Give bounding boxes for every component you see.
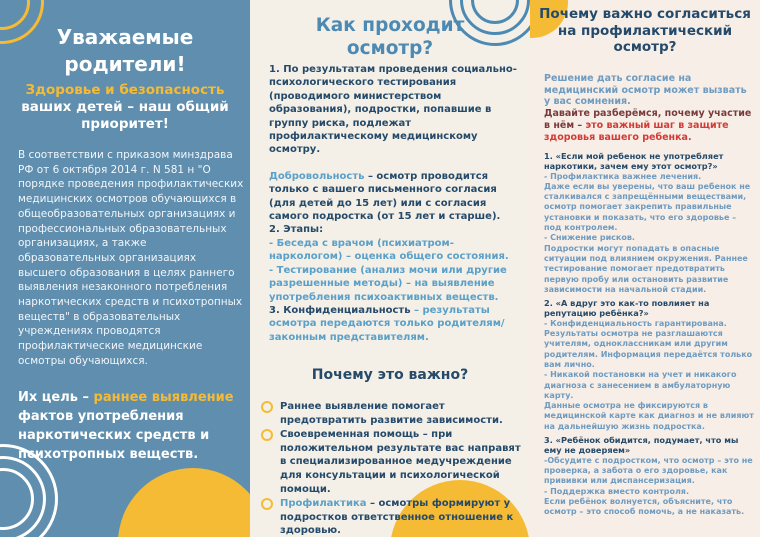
faq bbox=[544, 151, 756, 520]
faq-item: 2. «А вдруг это как-то повлияет на репутацию ребёнка?» - Конфиденциальность гарантирована. Результаты осмотра не разглашаются учителям, одноклассникам или другим родителям. Информация передаётся только вам лично. - Никакой постановки на учет и никакого диагноза с занесением в амбулаторную карту. Данные осмотра не фиксируются в медицинской карте как диагноз и не влияют на дальнейшую жизнь подростка. bbox=[544, 298, 756, 432]
why-agree-title: Почему важно согласиться на профилактический осмотр? bbox=[539, 6, 751, 55]
goal-text: Их цель – раннее выявление фактов употребления наркотических средств и психотропных веществ. bbox=[18, 390, 234, 462]
middle-panel bbox=[250, 0, 530, 537]
right-panel bbox=[530, 0, 760, 537]
list-item: Раннее выявление помогает предотвратить развитие зависимости. bbox=[260, 400, 522, 427]
motto-highlight: Здоровье и безопасность bbox=[25, 82, 225, 98]
confidentiality: 3. Конфиденциальность – результаты осмотра передаются только родителям/законным представителям. bbox=[269, 304, 505, 343]
decorative-circle bbox=[118, 468, 250, 537]
goal-highlight: раннее выявление bbox=[93, 390, 234, 405]
ring-bullet-icon bbox=[261, 498, 273, 510]
exam-title: Как проходит осмотр? bbox=[315, 15, 465, 59]
motto bbox=[8, 82, 242, 133]
ring-bullet-icon bbox=[261, 401, 273, 413]
faq-question: 1. «Если мой ребенок не употребляет наркотики, зачем ему этот осмотр?» bbox=[544, 151, 724, 172]
exam-description bbox=[269, 63, 521, 344]
order-text: В соответствии с приказом минздрава РФ от 6 октября 2014 г. N 581 н "О порядке проведения профилактических медицинских осмотров обучающихся в общеобразовательных организациях и профессиональных образовательных организациях, а также образовательных организациях высшего образования в целях раннего выявления незаконного потребления наркотических средств и психотропных веществ" в образовательных учреждениях проводятся профилактические медицинские осмотры обучающихся. bbox=[18, 149, 244, 367]
faq-item: 1. «Если мой ребенок не употребляет наркотики, зачем ему этот осмотр?» - Профилактика важнее лечения. Даже если вы уверены, что ваш ребенок не сталкивался с запрещёнными веществами, осмотр помогает закрепить правильные установки и показать, что его здоровье – под контролем. - Снижение рисков. Подростки могут попадать в опасные ситуации под влиянием окружения. Раннее тестирование помогает предотвратить первую пробу или остановить развитие зависимости на начальной стадии. bbox=[544, 151, 756, 295]
left-panel bbox=[0, 0, 250, 537]
importance-list bbox=[260, 400, 522, 537]
step-testing: 1. По результатам проведения социально-психологического тестирования (проводимого министерством образования), подростки, попавшие в группу риска, подлежат профилактическому медицинскому осмотру. bbox=[269, 64, 517, 156]
voluntariness: Добровольность – осмотр проводится только с вашего письменного согласия (для детей до 15 лет) или с согласия самого подростка (от 15 лет и старше). bbox=[269, 170, 501, 223]
intro-text: Решение дать согласие на медицинский осмотр может вызвать у вас сомнения. Давайте разберёмся, почему участие в нём – это важный шаг в защите здоровья вашего ребенка. bbox=[544, 73, 752, 143]
faq-question: 3. «Ребёнок обидится, подумает, что мы ему не доверяем» bbox=[544, 435, 739, 456]
important-step-highlight: это важный шаг bbox=[585, 119, 675, 131]
greeting-title: Уважаемые родители! bbox=[56, 25, 194, 76]
ring-bullet-icon bbox=[261, 429, 273, 441]
stage-2: - Тестирование (анализ мочи или другие разрешенные методы) – на выявление употребления психоактивных веществ. bbox=[269, 264, 507, 303]
list-item: Профилактика – осмотры формируют у подростков ответственное отношение к здоровью. bbox=[260, 497, 522, 537]
faq-question: 2. «А вдруг это как-то повлияет на репутацию ребёнка?» bbox=[544, 298, 710, 319]
faq-item: 3. «Ребёнок обидится, подумает, что мы ему не доверяем» -Обсудите с подростком, что осмотр – это не проверка, а забота о его здоровье, как прививки или диспансеризация. - Поддержка вместо контроля. Если ребёнок волнуется, объясните, что осмотр – это способ помочь, а не наказать. bbox=[544, 435, 756, 517]
motto-text: ваших детей – наш общий приоритет! bbox=[21, 99, 229, 132]
stages-heading: 2. Этапы: bbox=[269, 224, 324, 236]
stage-1: - Беседа с врачом (психиатром-наркологом) – оценка общего состояния. bbox=[269, 237, 509, 263]
why-important-heading: Почему это важно? bbox=[311, 367, 469, 383]
list-item: Своевременная помощь – при положительном результате вас направят в специализированное медучреждение для консультации и психологической помощи. bbox=[260, 428, 522, 496]
